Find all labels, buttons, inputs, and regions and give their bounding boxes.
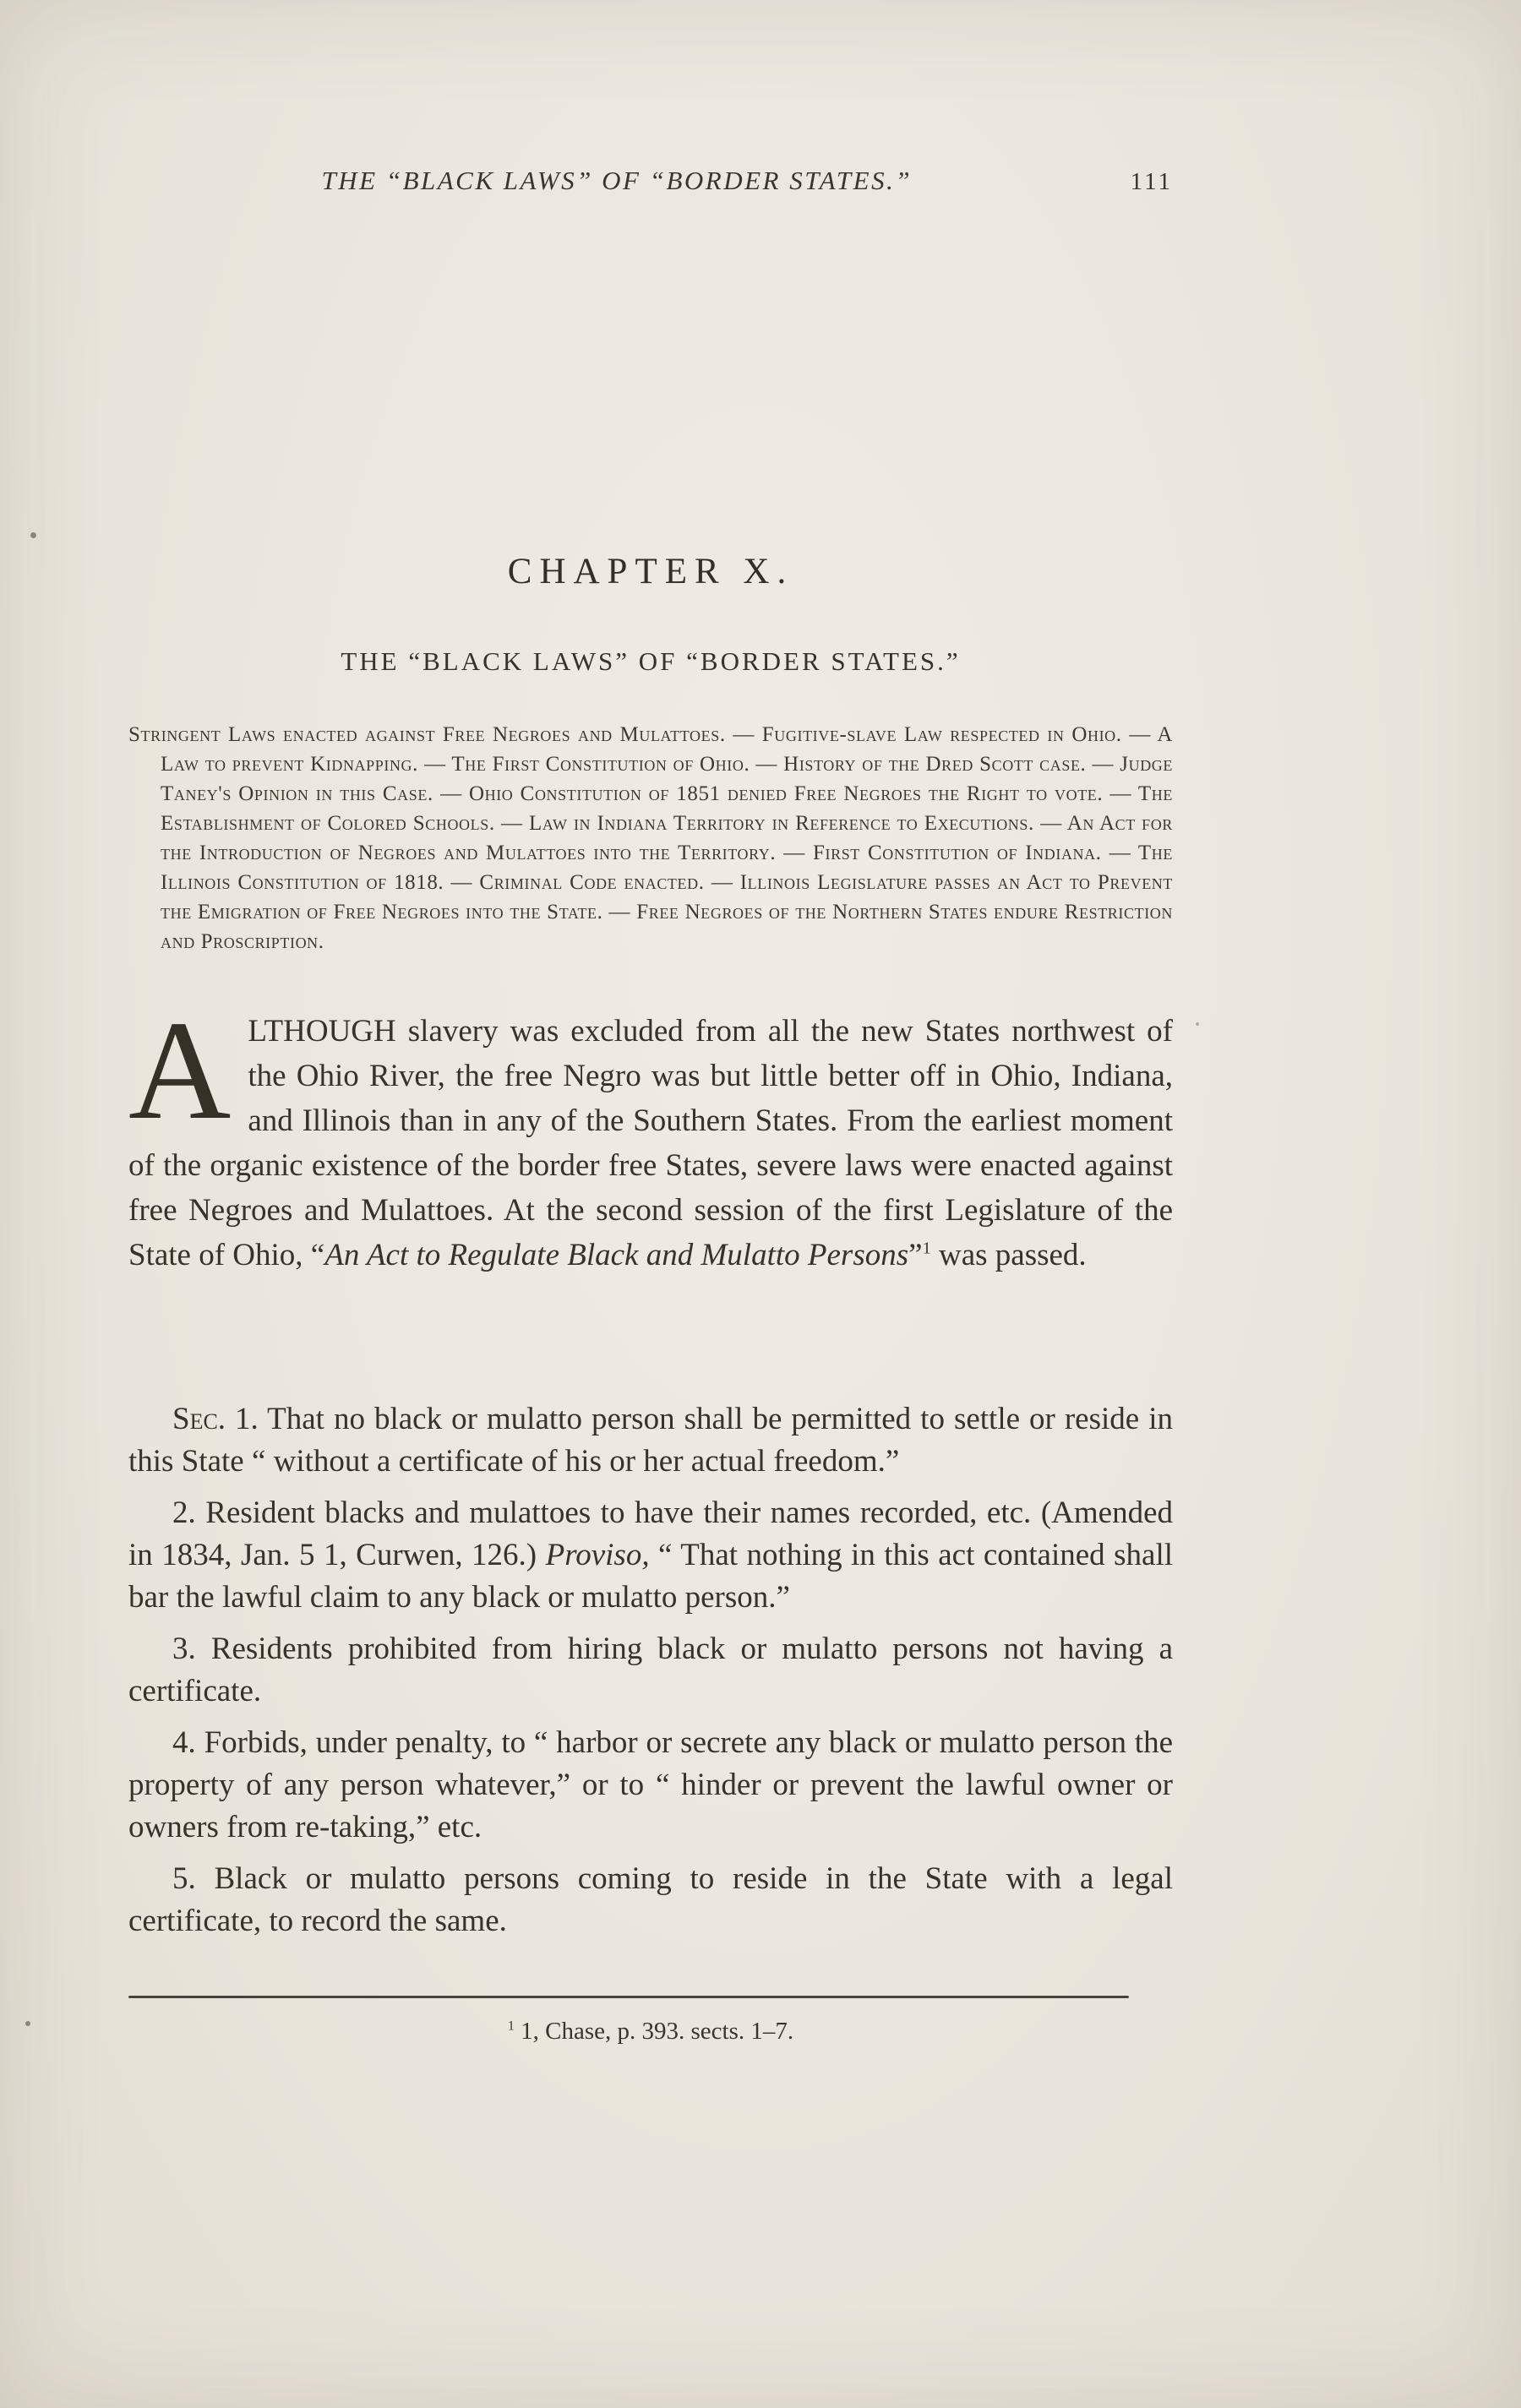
section-4 (128, 1722, 1173, 1849)
chapter-summary: Stringent Laws enacted against Free Negroes and Mulattoes. — Fugitive-slave Law respected in Ohio. — A Law to prevent Kidnapping. — The First Constitution of Ohio. — History of the Dred Scott case. — Judge Taney's Opinion in this Case. — Ohio Constitution of 1851 denied Free Negroes the Right to vote. — The Establishment of Colored Schools. — Law in Indiana Territory in Reference to Executions. — An Act for the Introduction of Negroes and Mulattoes into the Territory. — First Constitution of Indiana. — The Illinois Constitution of 1818. — Criminal Code enacted. — Illinois Legislature passes an Act to Prevent the Emigration of Free Negroes into the State. — Free Negroes of the Northern States endure Restriction and Proscription. (128, 723, 1173, 953)
section-label: Sec. 1. (172, 1402, 259, 1436)
section-text: “ That nothing in this act contained shall bar the lawful claim to any black or mulatto person.” (128, 1538, 1173, 1615)
sections-block (128, 1398, 1173, 1952)
footnote-reference: 1 (922, 1239, 931, 1258)
footnote-marker: 1 (507, 2018, 515, 2034)
section-2 (128, 1492, 1173, 1619)
drop-cap: A (128, 992, 232, 1149)
section-text: That no black or mulatto person shall be permitted to settle or reside in this State “ without a certificate of his or her actual freedom.” (128, 1402, 1173, 1479)
running-head-title: THE “BLACK LAWS” OF “BORDER STATES.” (321, 166, 913, 195)
section-1 (128, 1398, 1173, 1483)
page-number: 111 (1130, 168, 1173, 195)
chapter-subtitle: THE “BLACK LAWS” OF “BORDER STATES.” (341, 646, 961, 676)
opening-close-quote: ” (908, 1238, 923, 1272)
section-3 (128, 1628, 1173, 1713)
section-text: 2. Resident blacks and mulattoes to have their names recorded, etc. (Amended in 1834, Jan. 5 1, Curwen, 126.) (128, 1495, 1173, 1572)
proviso-italic: Proviso, (545, 1538, 650, 1572)
section-text: 5. Black or mulatto persons coming to reside in the State with a legal certificate, to record the same. (128, 1861, 1173, 1938)
scan-speck (25, 2021, 30, 2026)
chapter-heading: CHAPTER X. (507, 552, 794, 591)
opening-text-end: was passed. (930, 1238, 1087, 1272)
section-5 (128, 1858, 1173, 1942)
running-head (128, 166, 1173, 196)
opening-text: LTHOUGH slavery was excluded from all the new States northwest of the Ohio River, the free Negro was but little better off in Ohio, Indiana, and Illinois than in any of the Southern States. From the earliest moment of the organic existence of the border free States, severe laws were enacted against free Negroes and Mulattoes. At the second session of the first Legislature of the State of Ohio, “ (128, 1014, 1173, 1272)
scan-speck (1196, 1022, 1199, 1026)
footnote-rule (128, 1996, 1129, 1998)
footnote (128, 2018, 1173, 2046)
section-text: 3. Residents prohibited from hiring black or mulatto persons not having a certificate. (128, 1632, 1173, 1708)
section-text: 4. Forbids, under penalty, to “ harbor or secrete any black or mulatto person the property of any person whatever,” or to “ hinder or prevent the lawful owner or owners from re-taking,” etc. (128, 1725, 1173, 1844)
opening-paragraph (128, 992, 1173, 1278)
scan-speck (30, 532, 36, 538)
footnote-text: 1, Chase, p. 393. sects. 1–7. (514, 2018, 794, 2045)
act-title-italic: An Act to Regulate Black and Mulatto Persons (324, 1238, 909, 1272)
